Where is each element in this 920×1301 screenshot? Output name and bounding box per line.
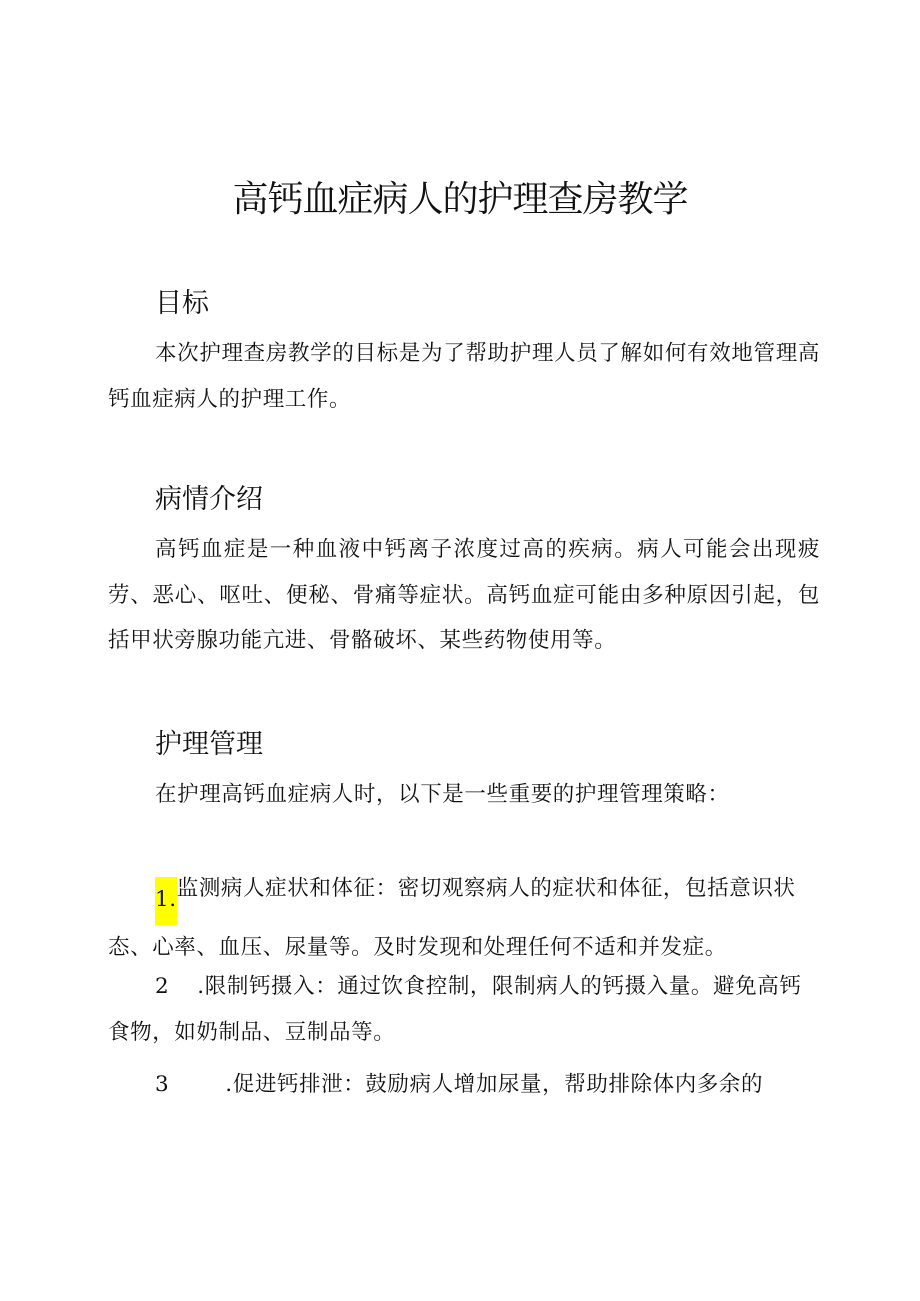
list-item-2-first-line: [108, 964, 820, 1010]
document-title: 高钙血症病人的护理查房教学: [232, 179, 688, 220]
section-heading-goal: 目标: [155, 288, 209, 319]
list-item-1-number: 1.: [155, 877, 177, 925]
list-item-2-text: 限制钙摄入：通过饮食控制，限制病人的钙摄入量。避免高钙: [204, 974, 802, 999]
list-item-1-text: 监测病人症状和体征：密切观察病人的症状和体征，包括意识状: [176, 876, 796, 901]
list-item-3-number: 3: [155, 1072, 170, 1097]
list-item-1-continuation: 态、心率、血压、尿量等。及时发现和处理任何不适和并发症。: [108, 935, 727, 960]
list-item-1-first-line: [108, 866, 820, 925]
section-body-goal: 本次护理查房教学的目标是为了帮助护理人员了解如何有效地管理高钙血症病人的护理工作。: [108, 341, 820, 412]
section-heading-management: 护理管理: [155, 729, 263, 760]
list-item-3-dot: .: [225, 1072, 233, 1097]
section-heading-intro: 病情介绍: [155, 484, 263, 515]
section-body-intro: 高钙血症是一种血液中钙离子浓度过高的疾病。病人可能会出现疲劳、恶心、呕吐、便秘、骨痛等症状。高钙血症可能由多种原因引起，包括甲状旁腺功能亢进、骨骼破坏、某些药物使用等。: [108, 537, 820, 653]
list-item-3-text: 促进钙排泄：鼓励病人增加尿量，帮助排除体内多余的: [232, 1072, 764, 1097]
list-item-2: [108, 964, 820, 1055]
list-item-2-number: 2: [155, 974, 170, 999]
list-item-3: [108, 1062, 820, 1108]
list-item-3-first-line: [108, 1062, 820, 1108]
list-item-2-dot: .: [197, 974, 205, 999]
list-item-2-continuation: 食物，如奶制品、豆制品等。: [108, 1019, 396, 1045]
section-intro-management: 在护理高钙血症病人时，以下是一些重要的护理管理策略：: [155, 782, 730, 807]
list-item-1: [108, 866, 820, 971]
